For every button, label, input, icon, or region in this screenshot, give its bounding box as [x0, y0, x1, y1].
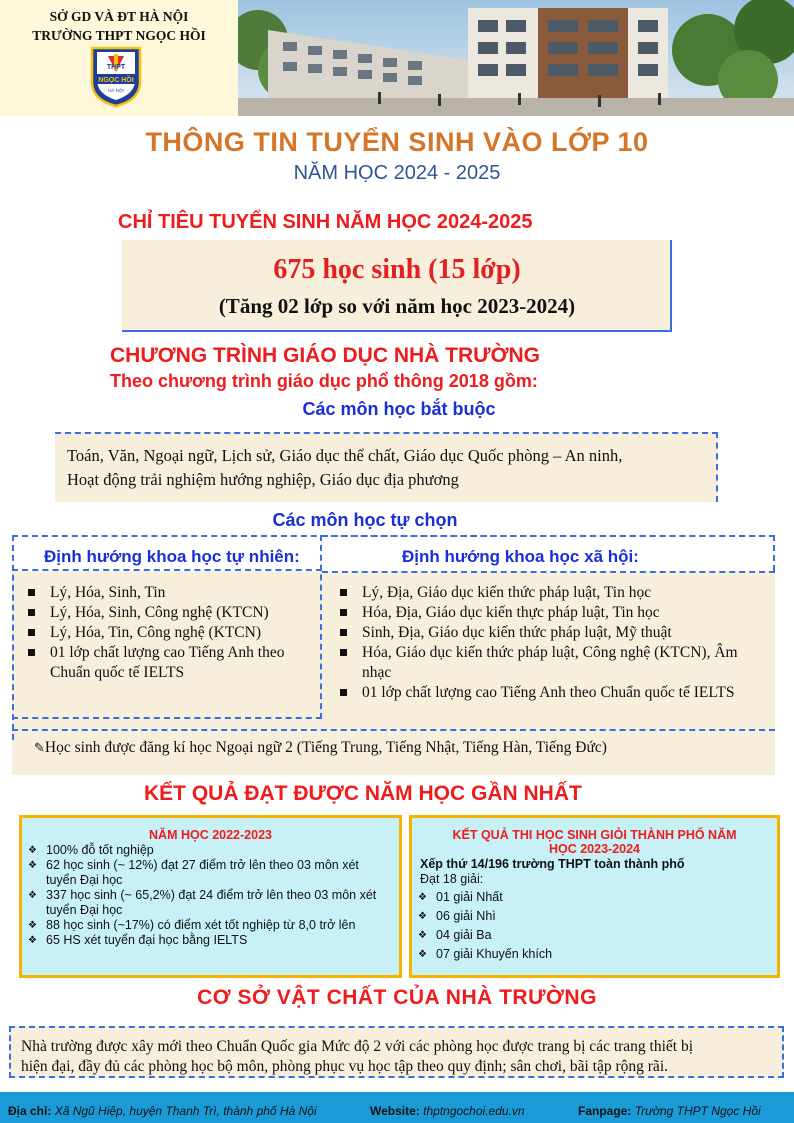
school-name-box — [0, 0, 238, 116]
required-subjects-box — [55, 432, 718, 502]
list-item: Lý, Hóa, Tin, Công nghệ (KTCN) — [22, 623, 322, 643]
results-right-box — [409, 815, 780, 978]
list-item: ❖ 88 học sinh (~17%) có điểm xét tốt nghiệp từ 8,0 trở lên — [22, 918, 391, 933]
list-item: ❖ 01 giải Nhất — [412, 888, 777, 907]
pencil-icon: ✎ — [34, 741, 45, 756]
results-left-box — [19, 815, 402, 978]
department-name: SỞ GD VÀ ĐT HÀ NỘI — [49, 9, 189, 24]
natural-list — [22, 583, 322, 683]
logo-band-text: NGỌC HỒI — [98, 77, 134, 84]
list-item: 01 lớp chất lượng cao Tiếng Anh theo Chuẩn quốc tế IELTS — [334, 683, 764, 703]
facilities-line-2: hiện đại, đầy đủ các phòng học bộ môn, phòng phục vụ học tập theo quy định; sân chơi, bãi tập rộng rãi. — [21, 1058, 668, 1075]
results-heading: KẾT QUẢ ĐẠT ĐƯỢC NĂM HỌC GẦN NHẤT — [144, 782, 582, 805]
school-year: NĂM HỌC 2024 - 2025 — [293, 162, 501, 184]
results-left-title: NĂM HỌC 2022-2023 — [149, 828, 272, 842]
fanpage-link[interactable]: Trường THPT Ngọc Hồi — [634, 1104, 761, 1118]
note-line — [34, 739, 607, 757]
footer — [0, 1092, 794, 1123]
page-title: THÔNG TIN TUYỂN SINH VÀO LỚP 10 — [145, 127, 649, 157]
school-building-photo — [238, 0, 794, 116]
note-text: Học sinh được đăng kí học Ngoại ngữ 2 (Tiếng Trung, Tiếng Nhật, Tiếng Hàn, Tiếng Đức) — [44, 739, 607, 756]
list-item: ❖ 337 học sinh (~ 65,2%) đạt 24 điểm trở lên theo 03 môn xét tuyển Đại học — [22, 888, 391, 918]
facilities-heading: CƠ SỞ VẬT CHẤT CỦA NHÀ TRƯỜNG — [197, 986, 597, 1009]
required-line-2: Hoạt động trải nghiệm hướng nghiệp, Giáo dục địa phương — [67, 470, 459, 489]
list-item: ❖ 07 giải Khuyến khích — [412, 945, 777, 964]
rank-text: Xếp thứ 14/196 trường THPT toàn thành phố — [420, 857, 685, 871]
logo-top-text: THPT — [106, 64, 126, 71]
logo-bottom-text: HÀ NỘI — [108, 88, 124, 93]
results-left-list — [22, 843, 399, 948]
program-heading: CHƯƠNG TRÌNH GIÁO DỤC NHÀ TRƯỜNG — [110, 344, 540, 367]
list-item: Hóa, Giáo dục kiến thức pháp luật, Công nghệ (KTCN), Âm nhạc — [334, 643, 764, 683]
list-item: ❖ 100% đỗ tốt nghiệp — [22, 843, 391, 858]
list-item: Lý, Hóa, Sinh, Tin — [22, 583, 322, 603]
facilities-box — [9, 1026, 784, 1078]
footer-fanpage — [578, 1104, 761, 1118]
results-right-title-1: KẾT QUẢ THI HỌC SINH GIỎI THÀNH PHỐ NĂM — [452, 828, 737, 842]
quota-box — [122, 240, 672, 332]
social-list — [334, 583, 764, 703]
optional-subjects-heading: Các môn học tự chọn — [272, 510, 458, 530]
list-item: 01 lớp chất lượng cao Tiếng Anh theo Chuẩn quốc tế IELTS — [22, 643, 322, 683]
header — [0, 0, 794, 116]
natural-heading: Định hướng khoa học tự nhiên: — [44, 547, 300, 566]
address-label: Địa chỉ: — [8, 1104, 52, 1118]
footer-address — [8, 1104, 317, 1118]
quota-sub: (Tăng 02 lớp so với năm học 2023-2024) — [218, 294, 576, 318]
website-link[interactable]: thptngochoi.edu.vn — [423, 1104, 525, 1118]
quota-main: 675 học sinh (15 lớp) — [273, 254, 521, 285]
school-logo-icon — [86, 44, 146, 108]
required-line-1: Toán, Văn, Ngoại ngữ, Lịch sử, Giáo dục thể chất, Giáo dục Quốc phòng – An ninh, — [67, 446, 623, 465]
awards-list — [412, 888, 777, 964]
list-item: ❖ 65 HS xét tuyển đại học bằng IELTS — [22, 933, 391, 948]
list-item: Hóa, Địa, Giáo dục kiến thực pháp luật, Tin học — [334, 603, 764, 623]
awards-intro: Đạt 18 giải: — [420, 872, 484, 886]
list-item: Lý, Hóa, Sinh, Công nghệ (KTCN) — [22, 603, 322, 623]
note-divider — [12, 729, 775, 731]
list-item: ❖ 04 giải Ba — [412, 926, 777, 945]
social-header-divider — [322, 571, 775, 573]
address-value: Xã Ngũ Hiệp, huyện Thanh Trì, thành phố Hà Nội — [54, 1104, 317, 1118]
required-subjects-heading: Các môn học bắt buộc — [302, 399, 496, 419]
list-item: Lý, Địa, Giáo dục kiến thức pháp luật, Tin học — [334, 583, 764, 603]
footer-website — [370, 1104, 525, 1118]
facilities-line-1: Nhà trường được xây mới theo Chuẩn Quốc gia Mức độ 2 với các phòng học được trang bị các trang thiết bị — [21, 1038, 694, 1055]
fanpage-label: Fanpage: — [578, 1104, 632, 1118]
quota-heading: CHỈ TIÊU TUYỂN SINH NĂM HỌC 2024-2025 — [118, 211, 533, 233]
website-label: Website: — [370, 1104, 420, 1118]
list-item: ❖ 06 giải Nhì — [412, 907, 777, 926]
results-right-title-2: HỌC 2023-2024 — [548, 842, 641, 856]
natural-header-divider — [12, 569, 322, 571]
program-subheading: Theo chương trình giáo dục phổ thông 2018 gồm: — [110, 371, 538, 391]
list-item: Sinh, Địa, Giáo dục kiến thức pháp luật, Mỹ thuật — [334, 623, 764, 643]
school-name: TRƯỜNG THPT NGỌC HỒI — [32, 28, 206, 43]
social-heading: Định hướng khoa học xã hội: — [402, 547, 639, 566]
list-item: ❖ 62 học sinh (~ 12%) đạt 27 điểm trở lên theo 03 môn xét tuyển Đại học — [22, 858, 391, 888]
